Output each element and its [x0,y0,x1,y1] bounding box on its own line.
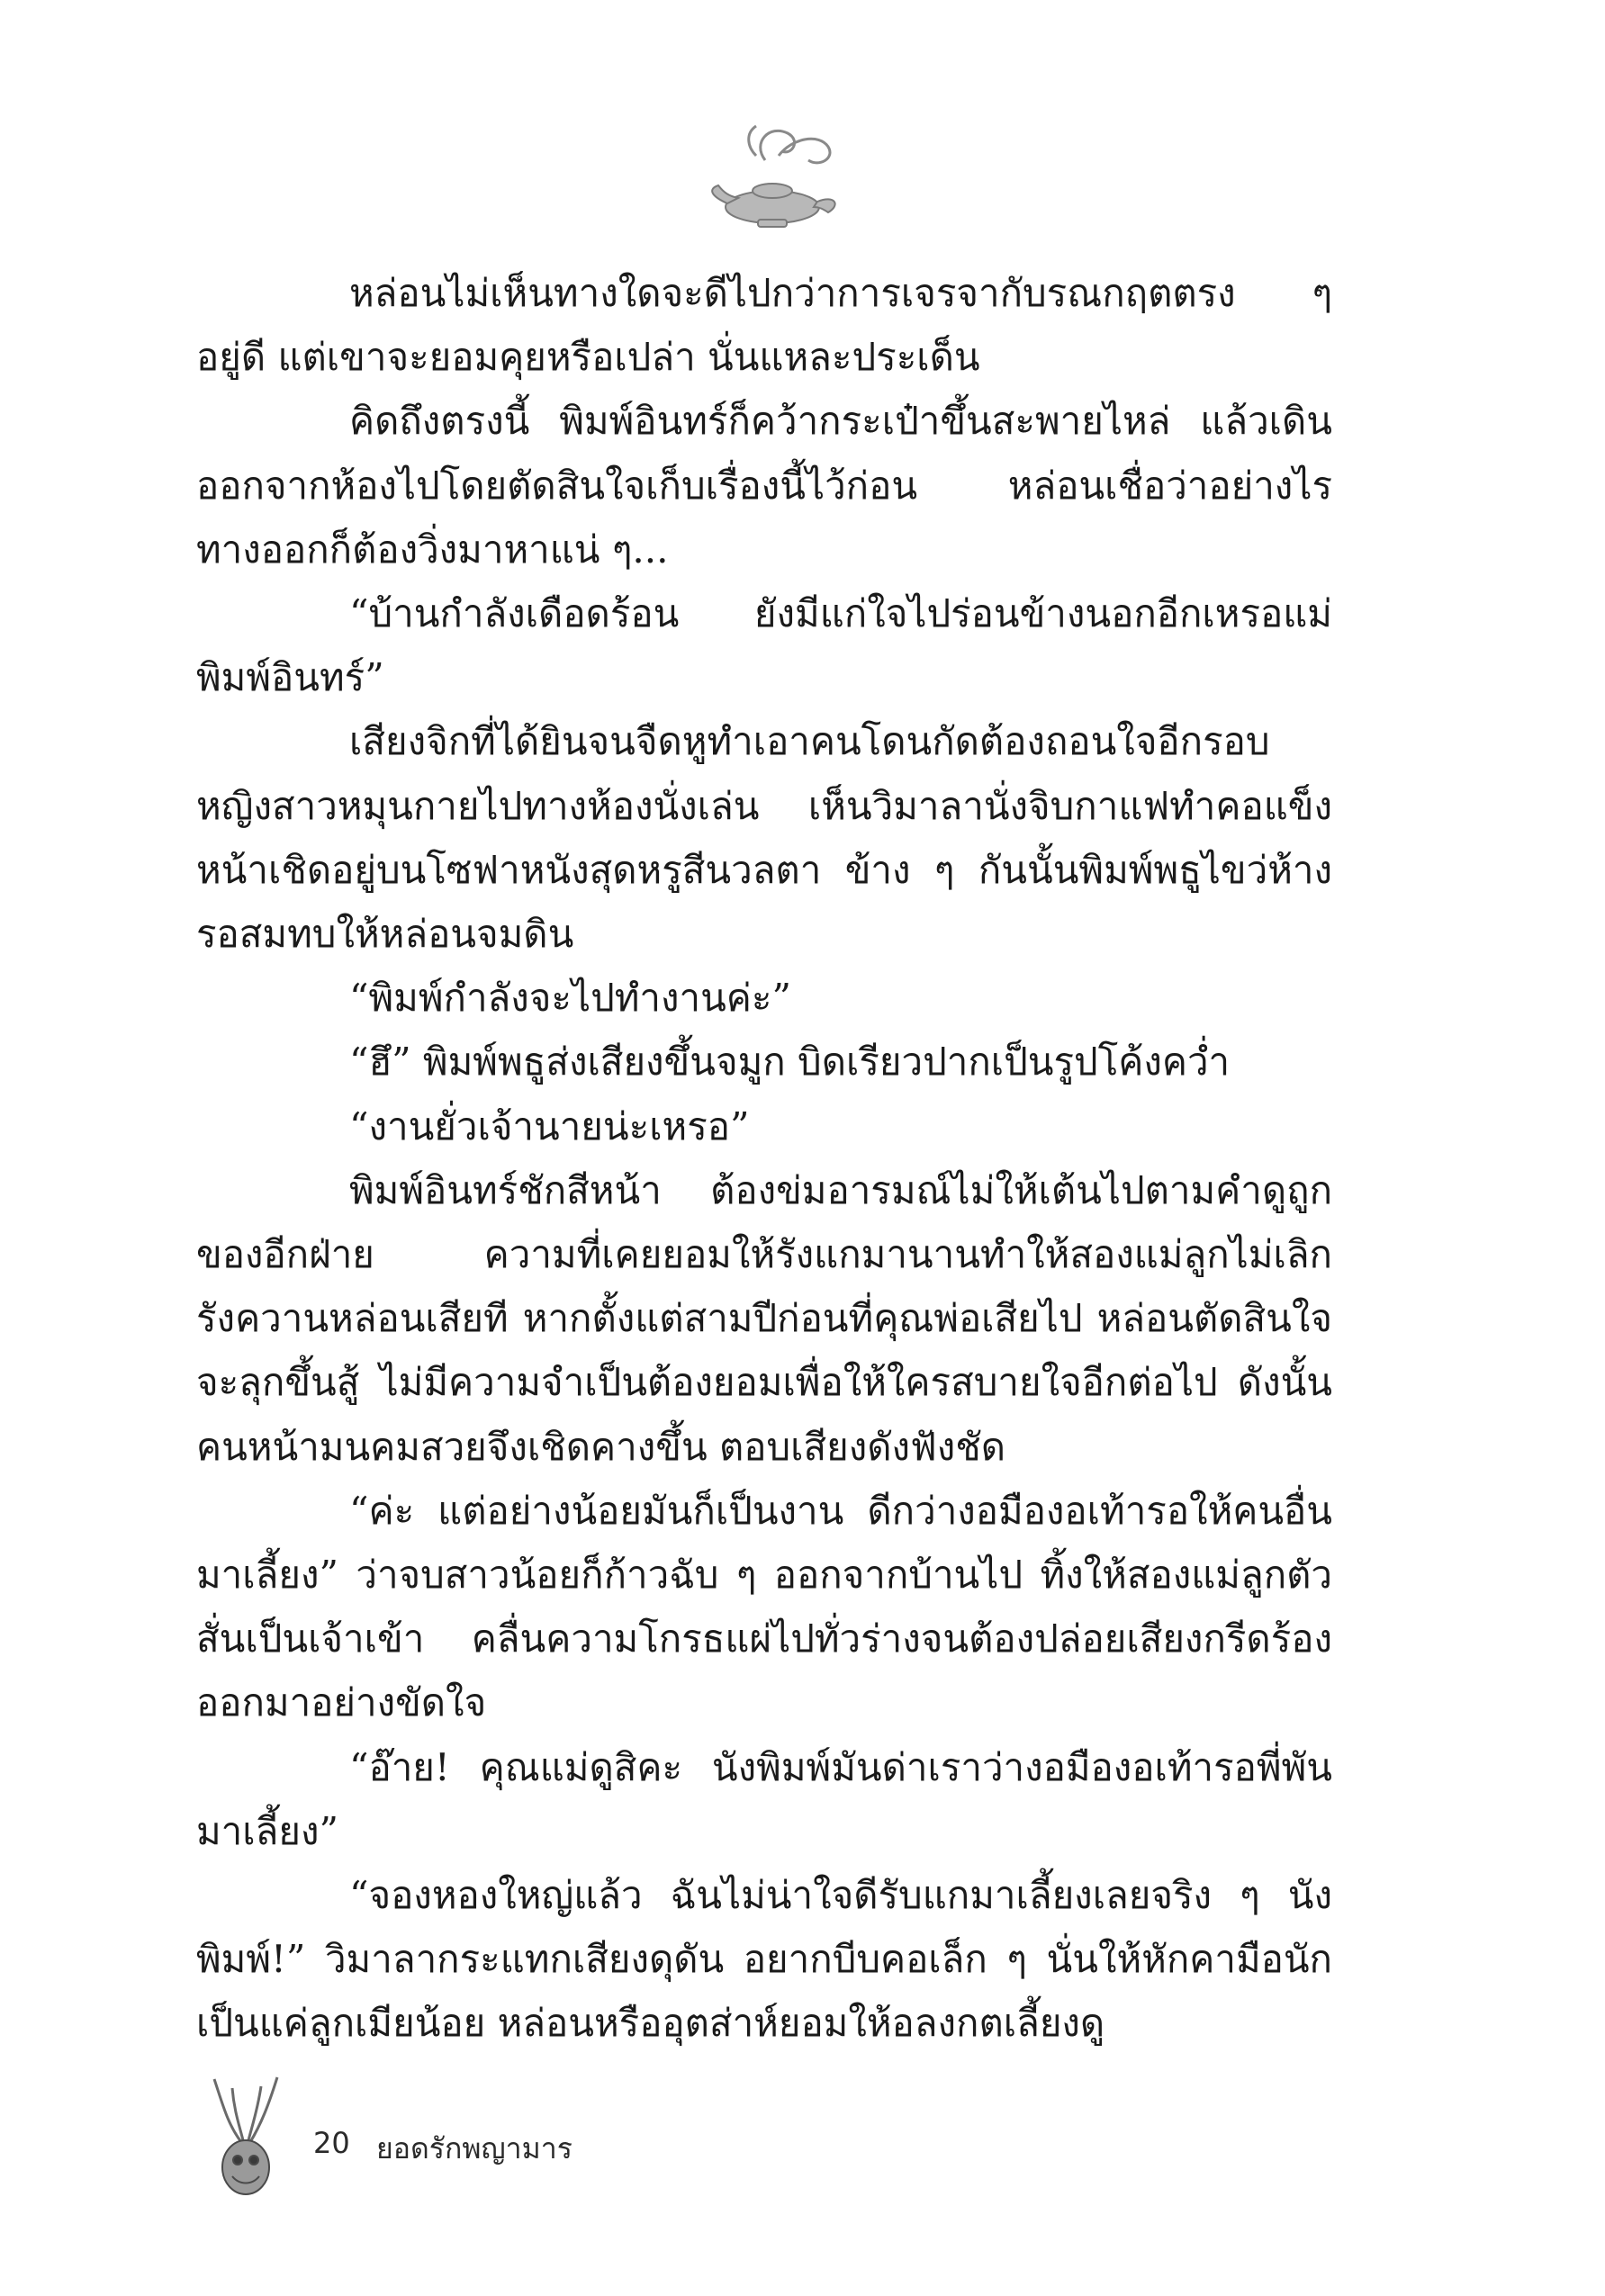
paragraph: “บ้านกำลังเดือดร้อน ยังมีแก่ใจไปร่อนข้างนอกอีกเหรอแม่พิมพ์อินทร์” [196,591,1332,700]
paragraph: “จองหองใหญ่แล้ว ฉันไม่น่าใจดีรับแกมาเลี้ยงเลยจริง ๆ นังพิมพ์!” วิมาลากระแทกเสียงดุดัน อยากบีบคอเล็ก ๆ นั่นให้หักคามือนัก เป็นแค่ลูกเมียน้อย หล่อนหรืออุตส่าห์ยอมให้อลงกตเลี้ยงดู [196,1873,1332,2046]
paragraph: เสียงจิกที่ได้ยินจนจืดหูทำเอาคนโดนกัดต้องถอนใจอีกรอบ หญิงสาวหมุนกายไปทางห้องนั่งเล่น เห็นวิมาลานั่งจิบกาแฟทำคอแข็ง หน้าเชิดอยู่บนโซฟาหนังสุดหรูสีนวลตา ข้าง ๆ กันนั้นพิมพ์พธูไขว่ห้าง รอสมทบให้หล่อนจมดิน [196,719,1332,957]
paragraph: “ค่ะ แต่อย่างน้อยมันก็เป็นงาน ดีกว่างอมืองอเท้ารอให้คนอื่นมาเลี้ยง” ว่าจบสาวน้อยก็ก้าวฉับ ๆ ออกจากบ้านไป ทิ้งให้สองแม่ลูกตัวสั่นเป็นเจ้าเข้า คลื่นความโกรธแผ่ไปทั่วร่างจนต้องปล่อยเสียงกรีดร้องออกมาอย่างขัดใจ [196,1488,1332,1725]
genie-lamp-icon [702,106,846,241]
paragraph: หล่อนไม่เห็นทางใดจะดีไปกว่าการเจรจากับรณกฤตตรง ๆ อยู่ดี แต่เขาจะยอมคุยหรือเปล่า นั่นแหละประเด็น [196,271,1332,380]
paragraph: “อ๊าย! คุณแม่ดูสิคะ นังพิมพ์มันด่าเราว่างอมืองอเท้ารอพี่พันมาเลี้ยง” [196,1744,1332,1853]
page-footer [196,2070,826,2205]
book-title: ยอดรักพญามาร [376,2131,573,2165]
paragraph: คิดถึงตรงนี้ พิมพ์อินทร์ก็คว้ากระเป๋าขึ้นสะพายไหล่ แล้วเดินออกจากห้องไปโดยตัดสินใจเก็บเรื่องนี้ไว้ก่อน หล่อนเชื่อว่าอย่างไรทางออกก็ต้องวิ่งมาหาแน่ ๆ... [196,399,1332,572]
paragraph: “ฮึ” พิมพ์พธูส่งเสียงขึ้นจมูก บิดเรียวปากเป็นรูปโค้งคว่ำ [349,1040,1231,1085]
page-number: 20 [313,2126,350,2160]
paragraph: “งานยั่วเจ้านายน่ะเหรอ” [349,1103,750,1148]
naga-pendant-icon [196,2070,295,2205]
body-text [196,261,1332,2056]
paragraph: “พิมพ์กำลังจะไปทำงานค่ะ” [349,976,791,1021]
paragraph: พิมพ์อินทร์ชักสีหน้า ต้องข่มอารมณ์ไม่ให้เต้นไปตามคำดูถูกของอีกฝ่าย ความที่เคยยอมให้รังแกมานานทำให้สองแม่ลูกไม่เลิกรังควานหล่อนเสียที หากตั้งแต่สามปีก่อนที่คุณพ่อเสียไป หล่อนตัดสินใจจะลุกขึ้นสู้ ไม่มีความจำเป็นต้องยอมเพื่อให้ใครสบายใจอีกต่อไป ดังนั้นคนหน้ามนคมสวยจึงเชิดคางขึ้น ตอบเสียงดังฟังชัด [196,1167,1332,1469]
